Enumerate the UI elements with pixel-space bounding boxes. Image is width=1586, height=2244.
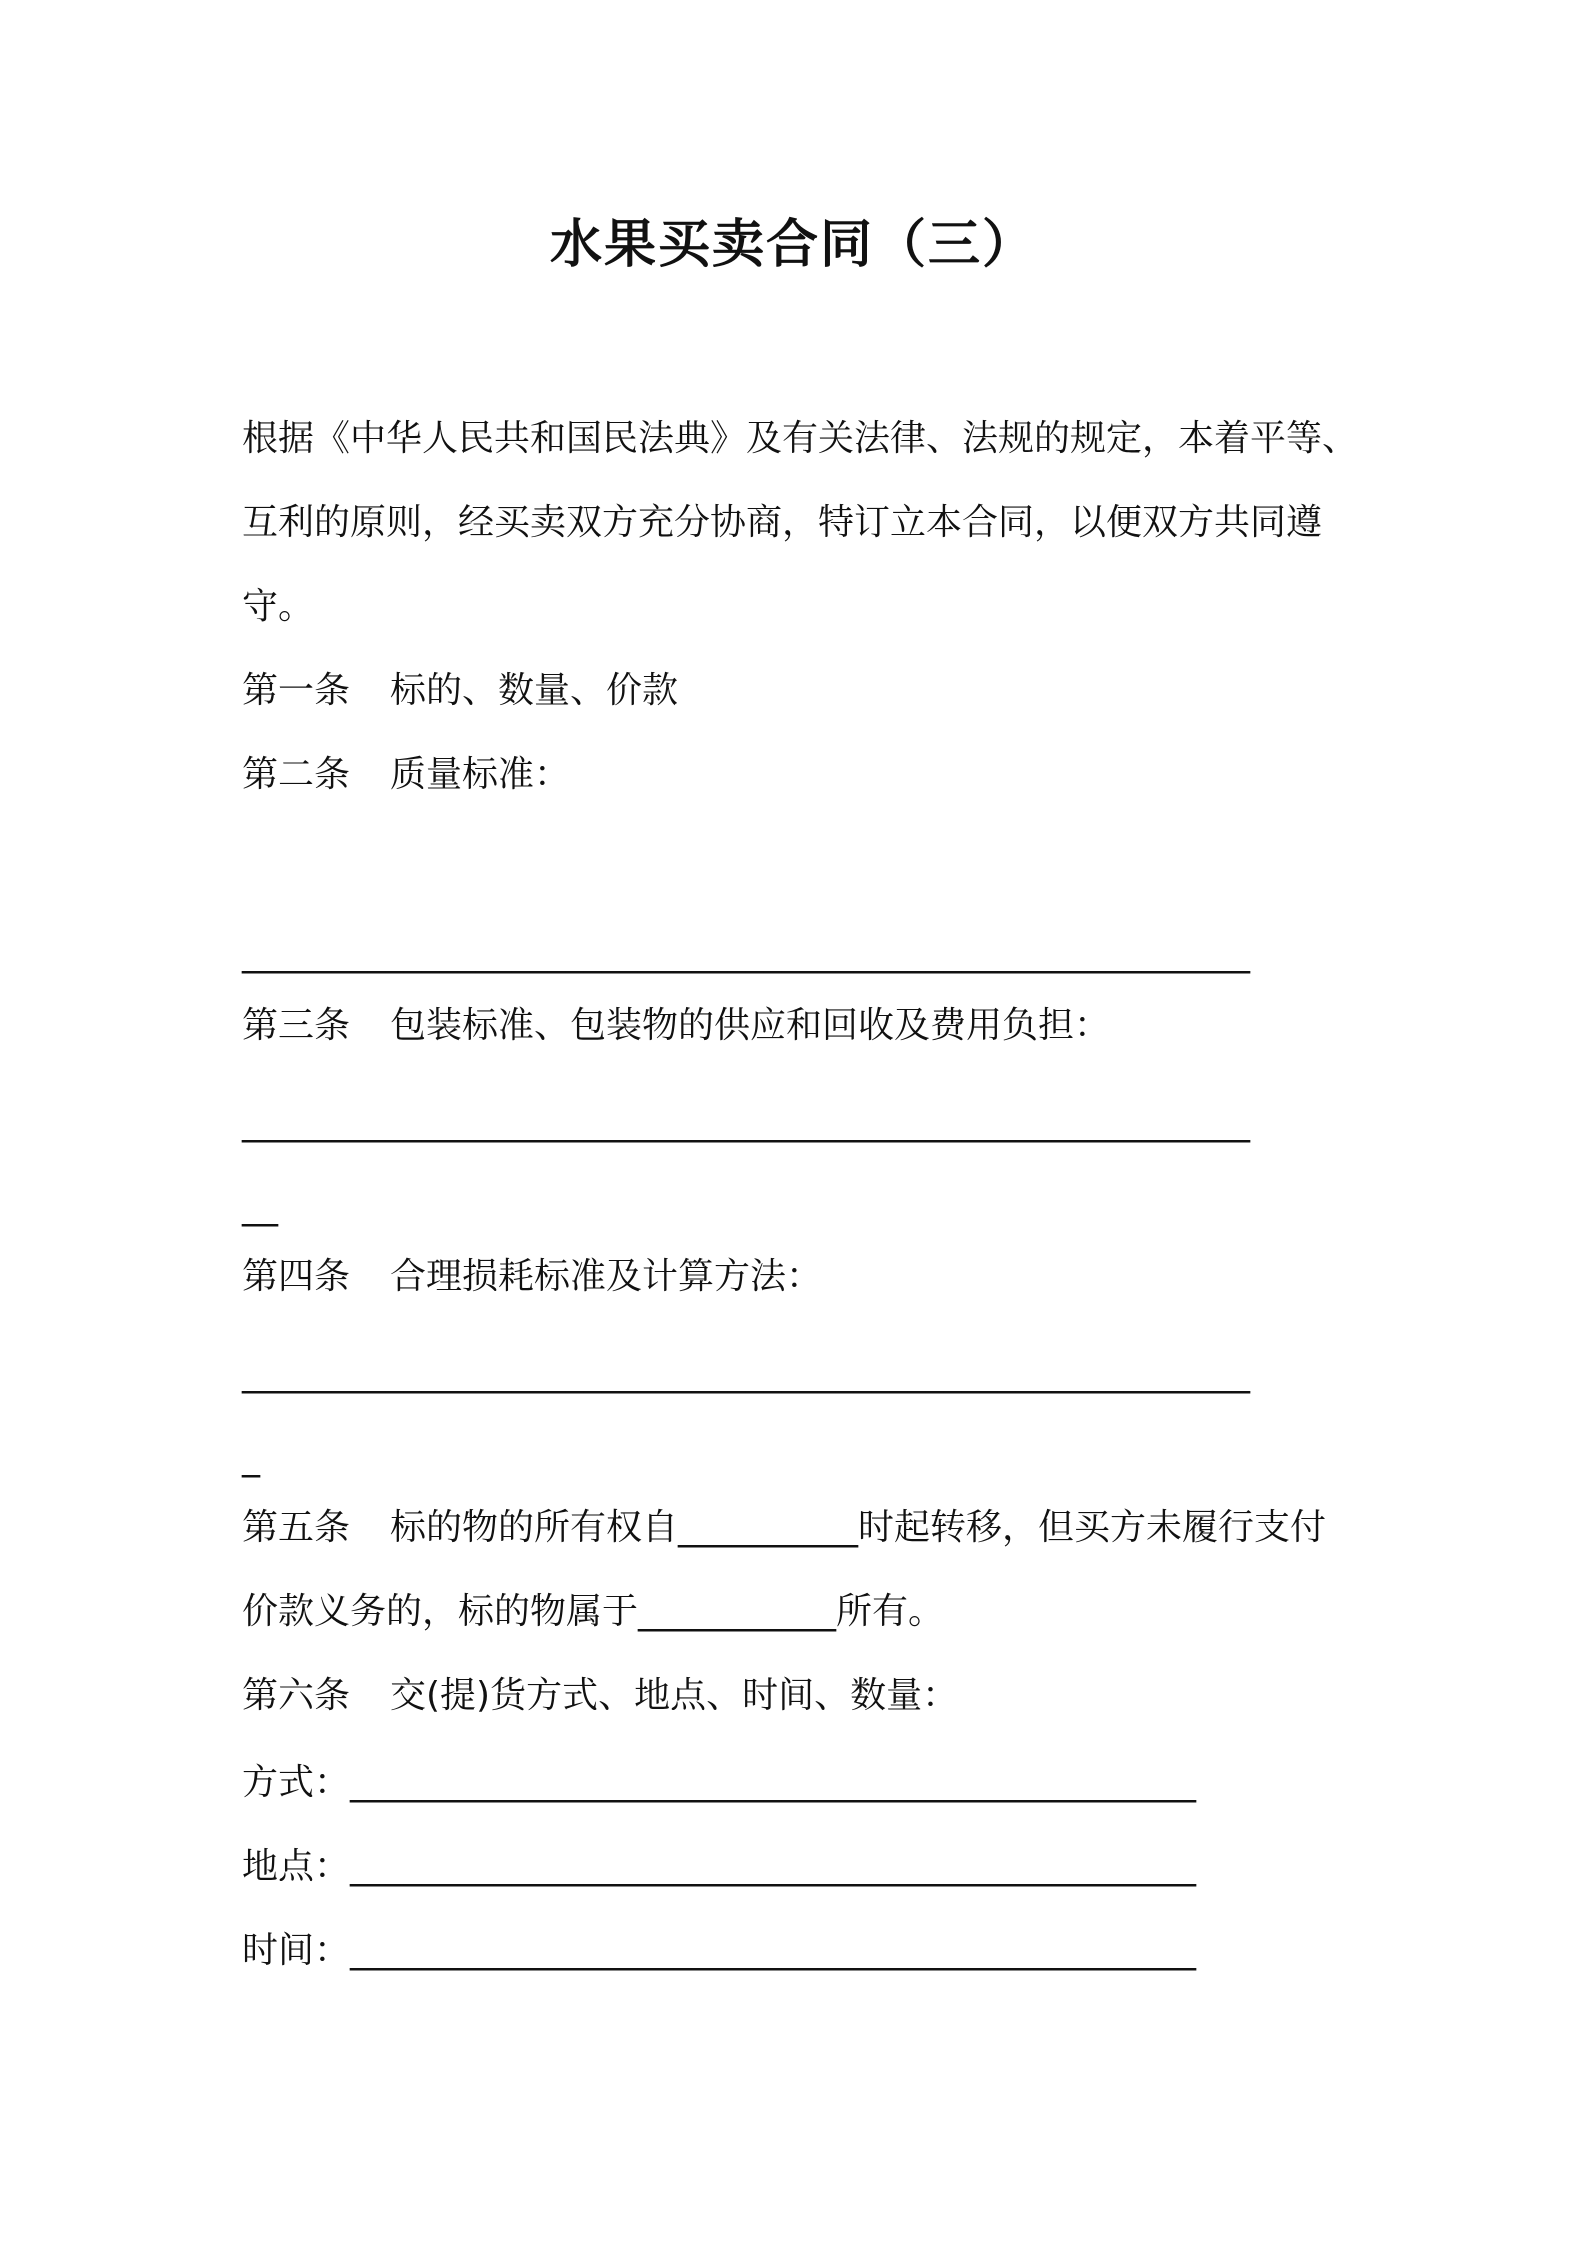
article-6-number: 第六条 [242,1675,351,1716]
article-6-method: 方式：_______________________________________________ [242,1762,1197,1803]
article-3-blank-2: __ [242,1186,278,1227]
article-1-text: 标的、数量、价款 [390,670,679,711]
article-4-blank-2: _ [242,1437,260,1478]
document-title: 水果买卖合同（三） [549,215,1036,275]
article-2-number: 第二条 [242,754,351,795]
article-6 [242,1666,958,1726]
article-1-number: 第一条 [242,670,351,711]
article-2-text: 质量标准： [390,754,571,795]
article-4-number: 第四条 [242,1256,351,1297]
article-3-text: 包装标准、包装物的供应和回收及费用负担： [390,1005,1111,1046]
intro-line-3: 守。 [242,586,315,627]
article-6-text: 交(提)货方式、地点、时间、数量： [390,1675,959,1716]
article-2-blank: ________________________________________________________ [242,933,1250,974]
article-5-text: 标的物的所有权自__________时起转移，但买方未履行支付 [390,1507,1327,1548]
article-3-blank-1: ________________________________________________________ [242,1102,1250,1143]
article-1 [242,661,678,721]
article-3 [242,996,1110,1056]
article-4-text: 合理损耗标准及计算方法： [390,1256,823,1297]
article-6-time: 时间：_______________________________________________ [242,1930,1197,1971]
article-3-number: 第三条 [242,1005,351,1046]
intro-line-1: 根据《中华人民共和国民法典》及有关法律、法规的规定，本着平等、 [242,418,1359,459]
intro-line-2: 互利的原则，经买卖双方充分协商，特订立本合同，以便双方共同遵 [242,502,1323,543]
article-5-line-2: 价款义务的，标的物属于___________所有。 [242,1591,945,1632]
article-4-blank-1: ________________________________________________________ [242,1353,1250,1394]
article-4 [242,1247,822,1307]
article-5-number: 第五条 [242,1507,351,1548]
article-5-line-1 [242,1498,1326,1558]
article-2 [242,745,570,805]
article-6-place: 地点：_______________________________________________ [242,1846,1197,1887]
